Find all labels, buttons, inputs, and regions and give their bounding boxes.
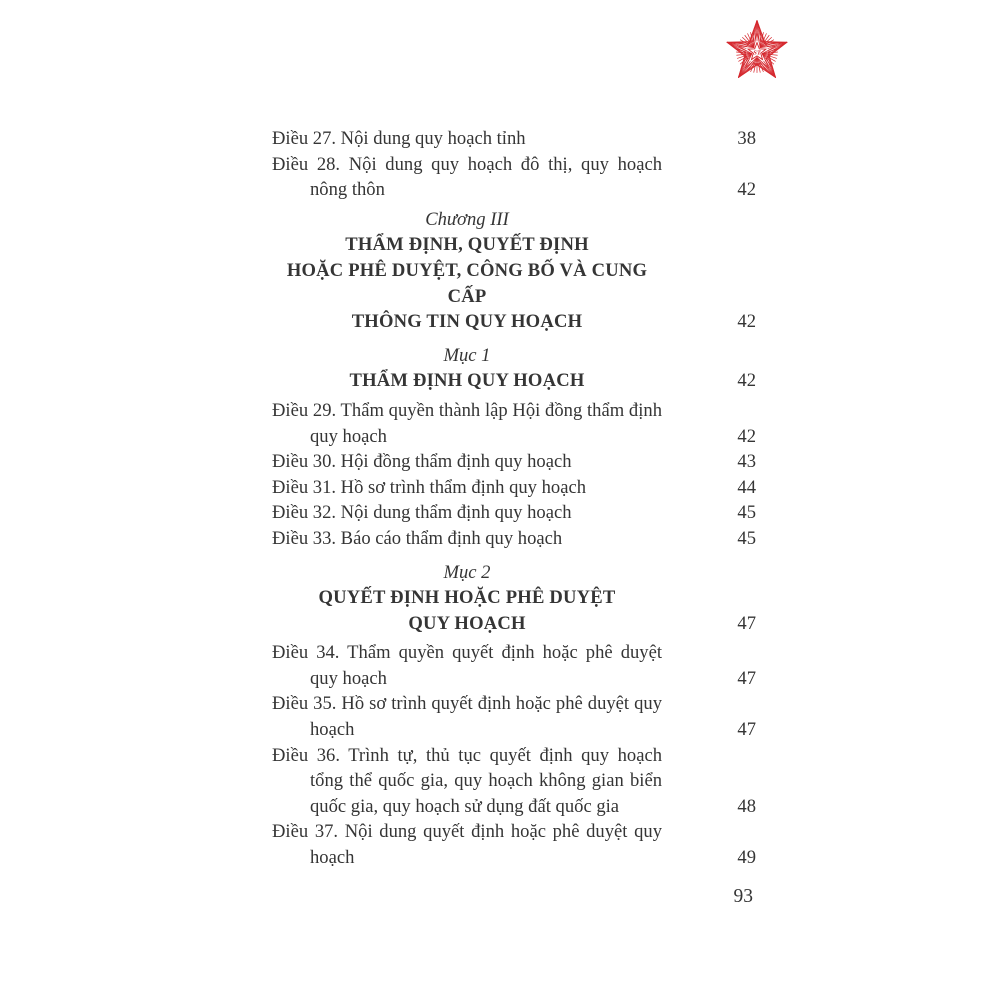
toc-entry-page-number: 48 <box>737 795 756 817</box>
toc-heading-page-number: 42 <box>737 370 756 392</box>
table-of-contents <box>272 126 756 871</box>
toc-entry-text: Điều 27. Nội dung quy hoạch tỉnh <box>272 128 526 149</box>
toc-entry-text: Điều 37. Nội dung quyết định hoặc phê duyệt quy hoạch <box>272 821 662 869</box>
toc-entry <box>272 126 756 152</box>
toc-entry-page-number: 42 <box>737 179 756 201</box>
toc-heading <box>272 207 756 335</box>
toc-heading-title-line: QUY HOẠCH <box>408 612 526 634</box>
toc-entry-text: Điều 31. Hồ sơ trình thẩm định quy hoạch <box>272 476 587 498</box>
toc-entry-text: Điều 33. Báo cáo thẩm định quy hoạch <box>272 527 563 549</box>
toc-entry-text: Điều 32. Nội dung thẩm định quy hoạch <box>272 502 572 524</box>
publisher-star-logo-icon <box>721 16 793 88</box>
toc-entry-page-number: 38 <box>737 128 756 149</box>
toc-entry-page-number: 49 <box>737 847 756 869</box>
toc-heading <box>272 560 756 637</box>
toc-entry <box>272 819 756 870</box>
toc-entry-page-number: 45 <box>737 502 756 524</box>
toc-entry-text: Điều 30. Hội đồng thẩm định quy hoạch <box>272 451 572 473</box>
logo-monogram: ST <box>753 49 761 57</box>
toc-entry-page-number: 45 <box>737 527 756 549</box>
toc-entry-page-number: 47 <box>737 719 756 741</box>
toc-entry-page-number: 44 <box>737 476 756 498</box>
toc-heading-kicker: Mục 2 <box>443 561 491 583</box>
toc-entry-text: Điều 35. Hồ sơ trình quyết định hoặc phê duyệt quy hoạch <box>272 693 662 741</box>
toc-heading <box>272 343 756 394</box>
toc-entry <box>272 691 756 742</box>
toc-heading-title <box>272 232 756 334</box>
toc-entry <box>272 640 756 691</box>
toc-heading-title-line: QUYẾT ĐỊNH HOẶC PHÊ DUYỆT <box>318 587 616 609</box>
toc-heading-page-number: 47 <box>737 612 756 634</box>
toc-heading-kicker: Chương III <box>425 208 509 230</box>
toc-entry <box>272 152 756 203</box>
toc-heading-title-line: HOẶC PHÊ DUYỆT, CÔNG BỐ VÀ CUNG CẤP <box>286 259 648 307</box>
toc-heading-kicker: Mục 1 <box>443 344 491 366</box>
toc-heading-title <box>272 368 756 394</box>
toc-entry-text: Điều 34. Thẩm quyền quyết định hoặc phê duyệt quy hoạch <box>272 642 662 689</box>
toc-heading-title-line: THẨM ĐỊNH, QUYẾT ĐỊNH <box>345 234 589 256</box>
footer-page-number: 93 <box>733 886 753 907</box>
toc-entry-text: Điều 28. Nội dung quy hoạch đô thị, quy hoạch nông thôn <box>272 153 662 201</box>
toc-entry-page-number: 42 <box>737 425 756 447</box>
toc-heading-title-line: THẨM ĐỊNH QUY HOẠCH <box>349 370 585 392</box>
toc-entry-page-number: 47 <box>737 667 756 689</box>
toc-heading-title <box>272 585 756 636</box>
toc-heading-page-number: 42 <box>737 311 756 333</box>
toc-entry-text: Điều 36. Trình tự, thủ tục quyết định quy hoạch tổng thể quốc gia, quy hoạch không gian biển quốc gia, quy hoạch sử dụng đất quốc gia <box>272 744 662 817</box>
toc-entry-text: Điều 29. Thẩm quyền thành lập Hội đồng thẩm định quy hoạch <box>272 399 662 447</box>
toc-entry <box>272 526 756 552</box>
toc-entry <box>272 743 756 820</box>
toc-entry-page-number: 43 <box>737 451 756 473</box>
toc-entry <box>272 475 756 501</box>
toc-entry <box>272 500 756 526</box>
toc-heading-title-line: THÔNG TIN QUY HOẠCH <box>351 311 583 333</box>
toc-entry <box>272 449 756 475</box>
toc-entry <box>272 398 756 449</box>
